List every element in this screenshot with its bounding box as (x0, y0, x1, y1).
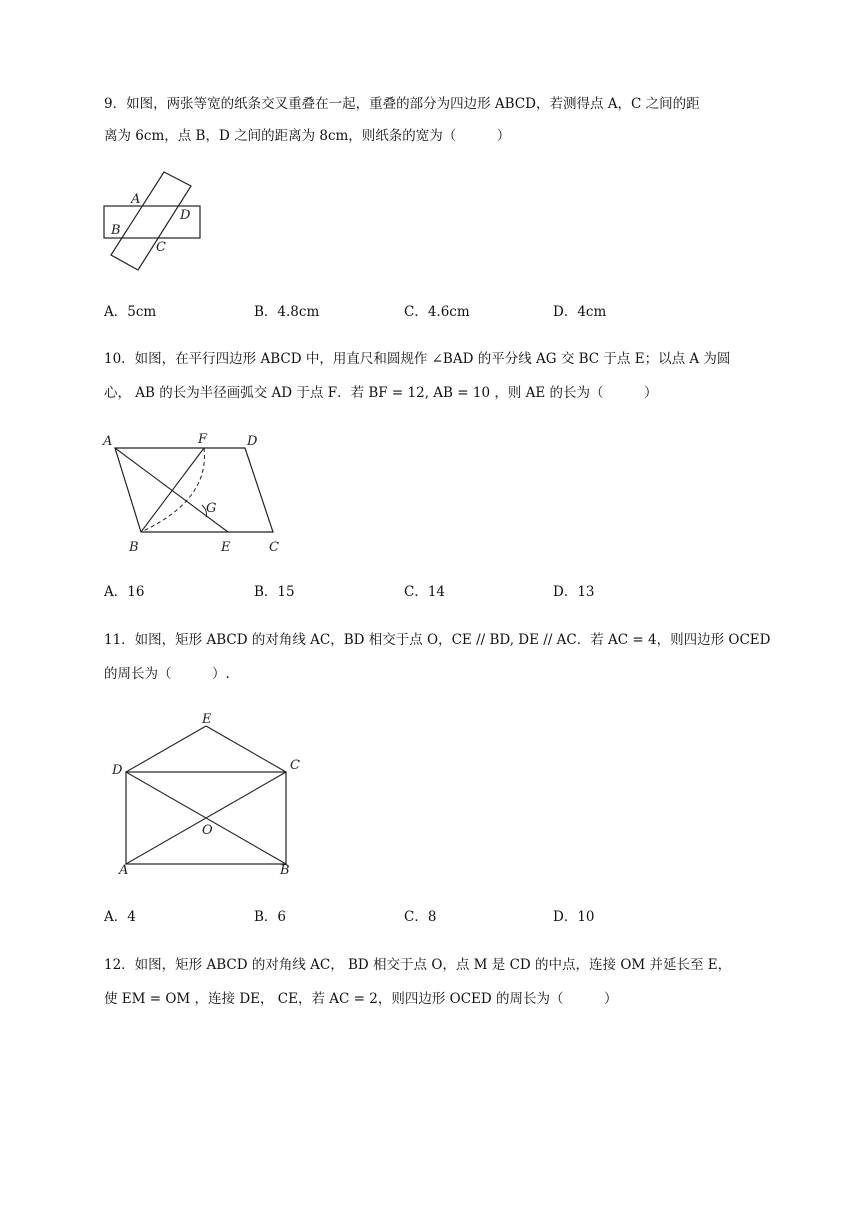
q10-label-E: E (221, 540, 231, 555)
q9-label-B: B (111, 223, 121, 238)
q11-segment-DE (126, 726, 206, 772)
q10-label-B: B (129, 540, 139, 555)
q9-text-line1: 9．如图，两张等宽的纸条交叉重叠在一起，重叠的部分为四边形 ABCD，若测得点 A，C 之间的距 (104, 96, 700, 112)
q11-option-a[interactable]: A．4 (104, 909, 136, 925)
q10-figure (100, 428, 300, 558)
q9-label-C: C (156, 240, 166, 255)
q11-label-D: D (112, 763, 123, 778)
q10-option-a[interactable]: A．16 (104, 584, 145, 600)
q11-text-line2: 的周长为（ ）. (104, 666, 230, 682)
q9-label-A: A (131, 192, 141, 207)
q11-figure (106, 708, 326, 878)
q9-option-a[interactable]: A．5cm (104, 304, 157, 320)
q11-option-c[interactable]: C．8 (404, 909, 437, 925)
q10-option-b[interactable]: B．15 (254, 584, 295, 600)
q11-option-d[interactable]: D．10 (553, 909, 595, 925)
q9-slanted-strip (111, 172, 191, 270)
q10-label-A: A (103, 434, 113, 449)
q10-text-line1: 10．如图，在平行四边形 ABCD 中，用直尺和圆规作 ∠BAD 的平分线 AG 交 BC 于点 E；以点 A 为圆 (104, 351, 731, 367)
q10-option-d[interactable]: D．13 (553, 584, 595, 600)
q10-option-c[interactable]: C．14 (404, 584, 446, 600)
q10-label-F: F (198, 432, 208, 447)
q10-segment-AE (115, 448, 228, 532)
q11-label-B: B (280, 863, 290, 878)
q11-label-E: E (202, 712, 212, 727)
q9-figure (100, 168, 210, 278)
q9-option-d[interactable]: D．4cm (553, 304, 607, 320)
q11-segment-EC (206, 726, 286, 772)
q9-text-line2: 离为 6cm，点 B，D 之间的距离为 8cm，则纸条的宽为（ ） (104, 128, 511, 144)
q9-option-c[interactable]: C．4.6cm (404, 304, 470, 320)
q9-option-b[interactable]: B．4.8cm (254, 304, 320, 320)
q12-text-line1: 12．如图，矩形 ABCD 的对角线 AC， BD 相交于点 O，点 M 是 CD 的中点，连接 OM 并延长至 E， (104, 957, 732, 973)
q11-label-O: O (202, 823, 213, 838)
q10-label-D: D (247, 434, 258, 449)
q10-label-G: G (206, 501, 217, 516)
q12-text-line2: 使 EM = OM ，连接 DE， CE，若 AC = 2，则四边形 OCED 的周长为（ ） (104, 991, 618, 1007)
q10-text-line2: 心， AB 的长为半径画弧交 AD 于点 F．若 BF = 12, AB = 10 ，则 AE 的长为（ ） (104, 385, 658, 401)
q11-text-line1: 11．如图，矩形 ABCD 的对角线 AC，BD 相交于点 O，CE // BD, DE // AC．若 AC = 4，则四边形 OCED (104, 632, 771, 648)
q9-label-D: D (180, 208, 191, 223)
q11-label-A: A (119, 863, 129, 878)
q11-option-b[interactable]: B．6 (254, 909, 287, 925)
q11-label-C: C (290, 758, 300, 773)
q10-label-C: C (269, 540, 279, 555)
